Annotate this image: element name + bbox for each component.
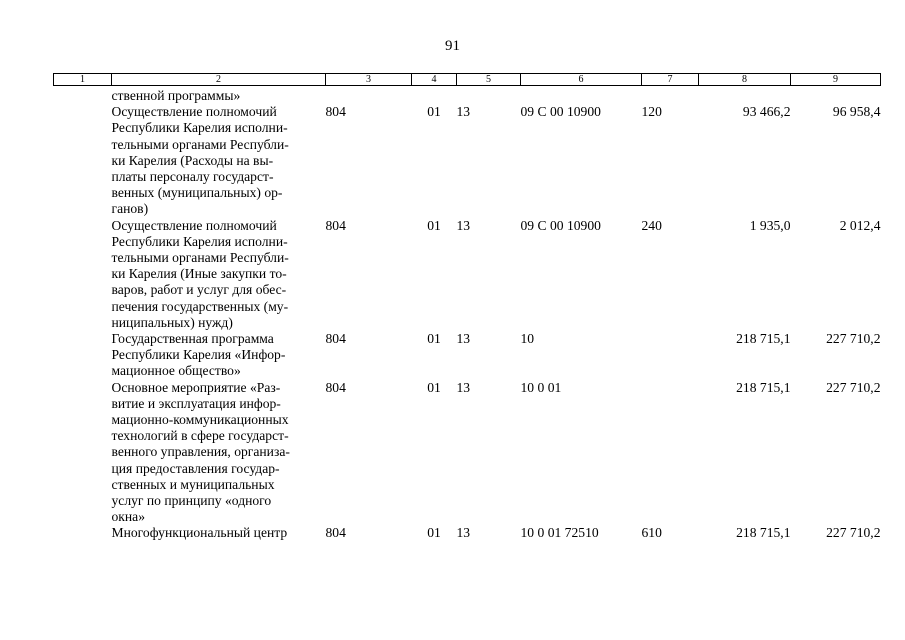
cell-description xyxy=(112,331,326,380)
header-col-5: 5 xyxy=(457,74,521,86)
cell-amount-year-1: 218 715,1 xyxy=(736,379,791,395)
cell-description xyxy=(112,380,326,526)
header-col-6: 6 xyxy=(521,74,642,86)
cell-budget-code: 804 xyxy=(325,331,346,347)
cell-subsection: 13 xyxy=(456,379,471,395)
description-line: мационное общество» xyxy=(111,363,241,379)
cell-subsection: 13 xyxy=(456,104,471,120)
budget-table xyxy=(53,73,881,542)
description-line: ки Карелия (Иные закупки то- xyxy=(111,266,287,282)
table-row xyxy=(54,218,881,331)
cell-target-article: 10 0 01 xyxy=(520,379,562,395)
cell-amount-year-1: 218 715,1 xyxy=(736,525,791,541)
header-col-4: 4 xyxy=(412,74,457,86)
cell-budget-code: 804 xyxy=(325,217,346,233)
cell-index xyxy=(54,331,112,380)
cell-target-article: 09 С 00 10900 xyxy=(520,217,601,233)
cell-target-article: 09 С 00 10900 xyxy=(520,104,601,120)
cell-section: 01 xyxy=(427,331,441,347)
description-line: витие и эксплуатация инфор- xyxy=(111,395,281,411)
description-line: Республики Карелия исполни- xyxy=(111,233,288,249)
cell-index xyxy=(54,88,112,104)
cell-index xyxy=(54,104,112,217)
cell-amount-year-2: 2 012,4 xyxy=(839,217,881,233)
description-line: услуг по принципу «одного xyxy=(111,493,272,509)
cell-amount-year-1: 1 935,0 xyxy=(749,217,791,233)
cell-budget-code: 804 xyxy=(325,525,346,541)
cell-budget-code: 804 xyxy=(325,104,346,120)
cell-index xyxy=(54,525,112,541)
description-line: ственной программы» xyxy=(111,88,241,103)
description-line: технологий в сфере государст- xyxy=(111,428,289,444)
header-col-1: 1 xyxy=(54,74,112,86)
description-line: ниципальных) нужд) xyxy=(111,314,233,330)
table-row xyxy=(54,104,881,217)
cell-description xyxy=(112,218,326,331)
cell-target-article: 10 xyxy=(520,331,535,347)
cell-expense-type xyxy=(642,380,699,526)
cell-section xyxy=(412,88,457,104)
page-number: 91 xyxy=(445,38,460,54)
description-line: тельными органами Республи- xyxy=(111,136,289,152)
description-line: ки Карелия (Расходы на вы- xyxy=(111,152,274,168)
table-row xyxy=(54,331,881,380)
cell-section: 01 xyxy=(427,379,441,395)
cell-subsection: 13 xyxy=(456,525,471,541)
cell-budget-code xyxy=(326,88,412,104)
cell-section: 01 xyxy=(427,217,441,233)
description-line: Государственная программа xyxy=(111,331,274,347)
description-line: платы персоналу государст- xyxy=(111,169,274,185)
cell-amount-year-1 xyxy=(699,88,791,104)
cell-amount-year-2: 227 710,2 xyxy=(826,331,881,347)
cell-expense-type: 610 xyxy=(641,525,662,541)
description-line: ганов) xyxy=(111,201,149,217)
table-body xyxy=(54,86,881,542)
description-line: Основное мероприятие «Раз- xyxy=(111,379,281,395)
cell-target-article xyxy=(521,88,642,104)
description-line: мационно-коммуникационных xyxy=(111,412,289,428)
cell-subsection xyxy=(457,88,521,104)
description-line: венных (муниципальных) ор- xyxy=(111,185,283,201)
cell-amount-year-1: 218 715,1 xyxy=(736,331,791,347)
cell-index xyxy=(54,218,112,331)
description-line: варов, работ и услуг для обес- xyxy=(111,282,287,298)
description-line: Республики Карелия исполни- xyxy=(111,120,288,136)
description-line: ственных и муниципальных xyxy=(111,476,275,492)
description-line: печения государственных (му- xyxy=(111,298,289,314)
cell-expense-type xyxy=(642,331,699,380)
header-row xyxy=(54,74,881,86)
header-col-2: 2 xyxy=(112,74,326,86)
cell-budget-code: 804 xyxy=(325,379,346,395)
table-header xyxy=(54,74,881,86)
description-line: Республики Карелия «Инфор- xyxy=(111,347,286,363)
header-col-9: 9 xyxy=(791,74,881,86)
cell-expense-type xyxy=(642,88,699,104)
description-line: окна» xyxy=(111,509,146,525)
description-line: Осуществление полномочий xyxy=(111,217,277,233)
cell-expense-type: 120 xyxy=(641,104,662,120)
description-line: Многофункциональный центр xyxy=(111,525,288,541)
table-row xyxy=(54,380,881,526)
cell-description xyxy=(112,88,326,104)
cell-section: 01 xyxy=(427,104,441,120)
cell-amount-year-2: 96 958,4 xyxy=(832,104,881,120)
cell-amount-year-2: 227 710,2 xyxy=(826,379,881,395)
cell-index xyxy=(54,380,112,526)
description-line: тельными органами Республи- xyxy=(111,250,289,266)
cell-description xyxy=(112,104,326,217)
table-row xyxy=(54,525,881,541)
description-line: ция предоставления государ- xyxy=(111,460,280,476)
cell-section: 01 xyxy=(427,525,441,541)
cell-subsection: 13 xyxy=(456,331,471,347)
header-col-3: 3 xyxy=(326,74,412,86)
cell-description xyxy=(112,525,326,541)
description-line: венного управления, организа- xyxy=(111,444,290,460)
cell-subsection: 13 xyxy=(456,217,471,233)
description-line: Осуществление полномочий xyxy=(111,104,277,120)
header-col-7: 7 xyxy=(642,74,699,86)
cell-amount-year-2 xyxy=(791,88,881,104)
cell-amount-year-1: 93 466,2 xyxy=(742,104,791,120)
cell-amount-year-2: 227 710,2 xyxy=(826,525,881,541)
cell-expense-type: 240 xyxy=(641,217,662,233)
cell-target-article: 10 0 01 72510 xyxy=(520,525,599,541)
header-col-8: 8 xyxy=(699,74,791,86)
table-row xyxy=(54,88,881,104)
